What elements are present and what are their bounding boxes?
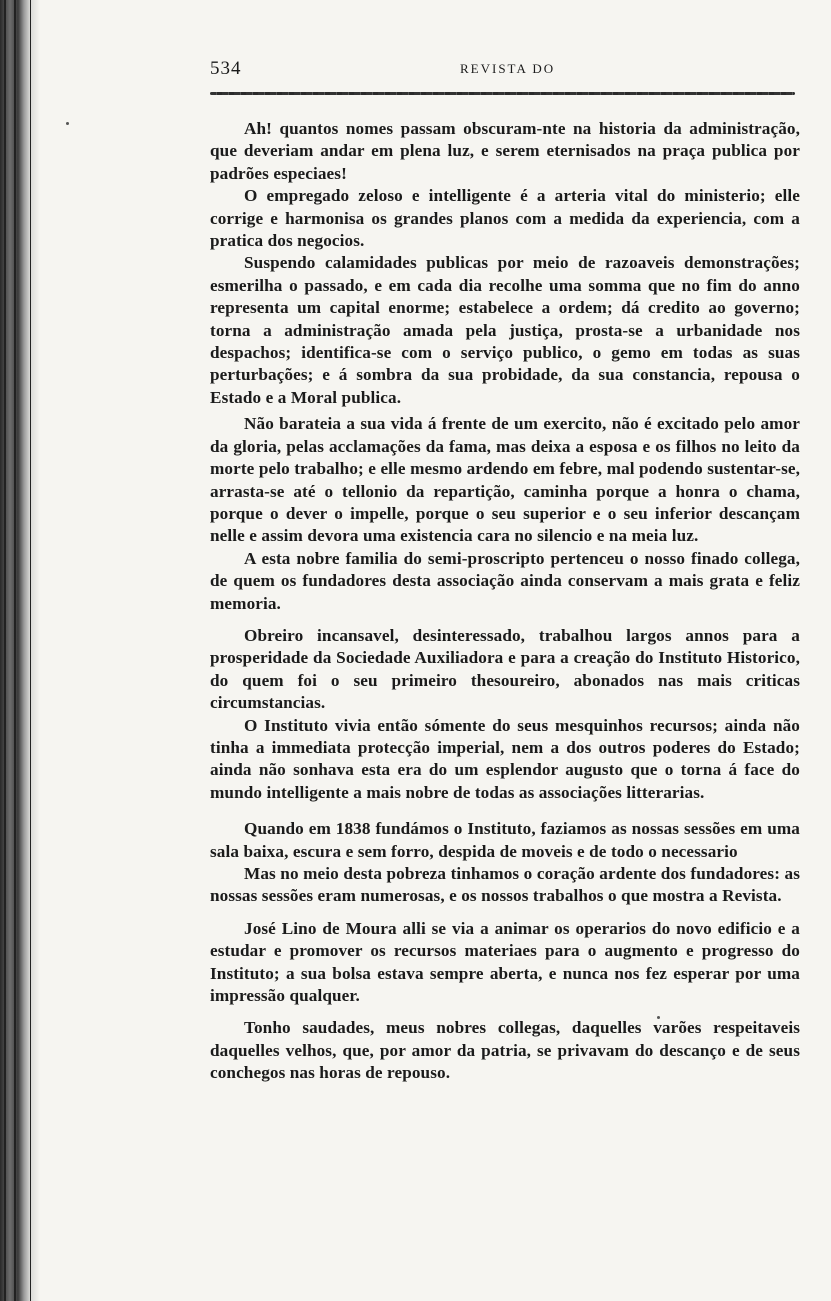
paragraph: O empregado zeloso e intelligente é a arteria vital do ministerio; elle corrige e harmonisa os grandes planos com a medida da experiencia, com a pratica dos negocios. [210, 186, 800, 251]
paragraph: Não barateia a sua vida á frente de um exercito, não é excitado pelo amor da gloria, pelas acclamações da fama, mas deixa a esposa e os filhos no leito da morte pelo trabalho; e elle mesmo ardendo em febre, mal podendo sustentar-se, arrasta-se até o tellonio da repartição, caminha porque a honra o chama, porque o dever o impelle, porque o seu superior e o seu inferior descançam nelle e assim devora uma existencia cara no silencio e na meia luz. [210, 414, 800, 546]
paragraph: Ah! quantos nomes passam obscuram-nte na historia da administração, que deveriam andar em plena luz, e serem eternisados na praça publica por padrões especiaes! [210, 119, 800, 183]
running-head: REVISTA DO [460, 61, 556, 76]
paragraph: Tonho saudades, meus nobres collegas, daquelles varões respeitaveis daquelles velhos, que, por amor da patria, se privavam do descanço e de seus conchegos nas horas de repouso. [210, 1018, 800, 1083]
body-text [210, 118, 800, 1085]
paragraph: José Lino de Moura alli se via a animar os operarios do novo edificio e a estudar e promover os recursos materiaes para o augmento e progresso do Instituto; a sua bolsa estava sempre aberta, e nunca nos fez esperar por uma impressão qualquer. [210, 918, 800, 1006]
paragraph: O Instituto vivia então sómente do seus mesquinhos recursos; ainda não tinha a immediata protecção imperial, nem a dos outros poderes do Estado; ainda não sonhava esta era do um esplendor augusto que o torna á face do mundo intelligente a mais nobre de todas as associações litterarias. [210, 715, 800, 802]
binding-line [14, 0, 16, 1301]
scan-speck [66, 122, 69, 125]
paragraph: Quando em 1838 fundámos o Instituto, faziamos as nossas sessões em uma sala baixa, escura e sem forro, despida de moveis e de todo o necessario [210, 819, 800, 861]
header-rule [210, 92, 795, 95]
page-number: 534 [210, 58, 242, 79]
paragraph: A esta nobre familia do semi-proscripto pertenceu o nosso finado collega, de quem os fundadores desta associação ainda conservam a mais grata e feliz memoria. [210, 548, 800, 613]
paragraph: Suspendo calamidades publicas por meio de razoaveis demonstrações; esmerilha o passado, e em cada dia recolhe uma somma que no fim do anno representa um capital enorme; estabelece a ordem; dá credito ao governo; torna a administração amada pela justiça, prosta-se a urbanidade nos despachos; identifica-se com o serviço publico, o gemo em todas as suas perturbações; e á sombra da sua probidade, da sua constancia, repousa o Estado e a Moral publica. [210, 253, 800, 407]
page-header [210, 52, 800, 82]
paragraph: Obreiro incansavel, desinteressado, trabalhou largos annos para a prosperidade da Sociedade Auxiliadora e para a creação do Instituto Historico, do quem foi o seu primeiro thesoureiro, abonados nas mais criticas circumstancias. [210, 625, 800, 713]
binding-line [4, 0, 6, 1301]
binding-line [30, 0, 31, 1301]
paragraph: Mas no meio desta pobreza tinhamos o coração ardente dos fundadores: as nossas sessões eram numerosas, e os nossos trabalhos o que mostra a Revista. [210, 864, 800, 906]
book-binding-edge [0, 0, 40, 1301]
book-page [210, 52, 800, 1083]
